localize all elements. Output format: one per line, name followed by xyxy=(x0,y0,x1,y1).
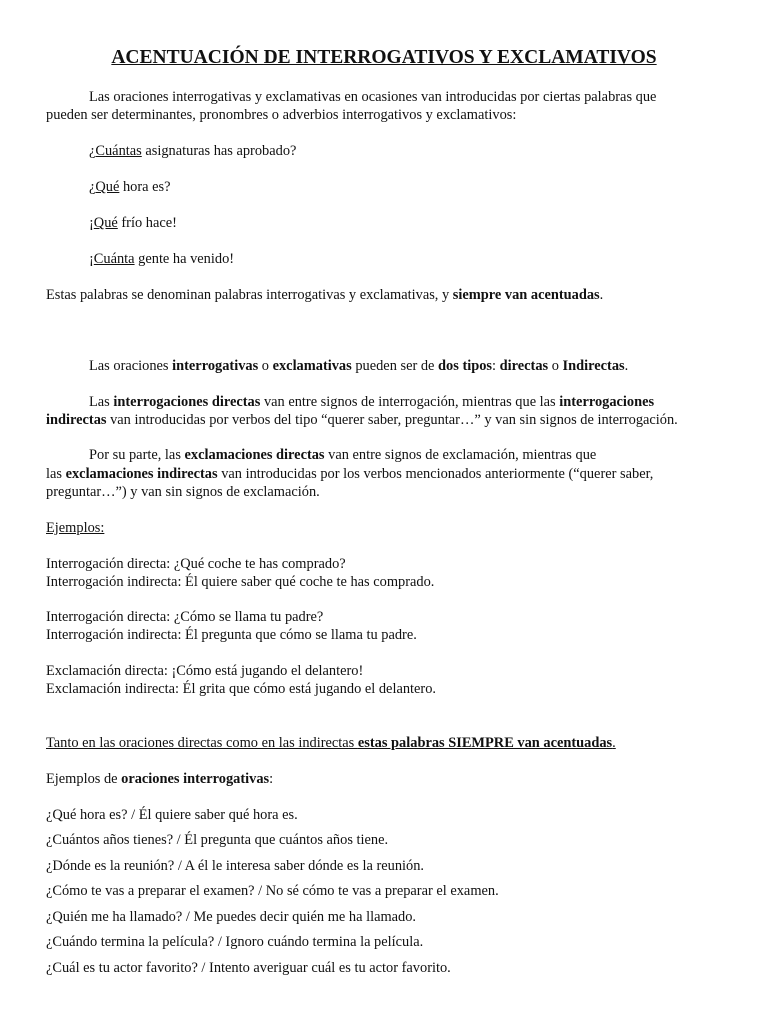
interrogaciones-line-2 xyxy=(46,412,726,429)
text: Ejemplos de xyxy=(46,771,122,787)
text: pueden ser de xyxy=(351,358,439,374)
text: van introducidas por verbos del tipo “querer saber, preguntar…” y van sin signos de interrogación. xyxy=(106,412,678,428)
exclamaciones-line-3: preguntar…”) y van sin signos de exclamación. xyxy=(46,484,320,500)
text: o xyxy=(258,358,273,374)
underlined-word: Cuántas xyxy=(95,143,142,159)
example-cuanta xyxy=(89,251,768,268)
bold-text: Indirectas xyxy=(562,358,625,374)
text: van entre signos de exclamación, mientras que xyxy=(324,447,597,463)
example-rest: frío hace! xyxy=(117,215,177,231)
example-rest: asignaturas has aprobado? xyxy=(141,143,297,159)
text: Las oraciones xyxy=(89,358,173,374)
bold-text: exclamaciones indirectas xyxy=(65,466,218,482)
ejemplos-oraciones-heading xyxy=(46,771,726,788)
bold-text: exclamaciones directas xyxy=(184,447,325,463)
exclamaciones-line-2 xyxy=(46,466,726,483)
text: van introducidas por los verbos mencionados anteriormente (“querer saber, xyxy=(217,466,654,482)
text: . xyxy=(624,358,629,374)
example-que-hora xyxy=(89,179,768,196)
text: Estas palabras se denominan palabras interrogativas y exclamativas, y xyxy=(46,287,453,303)
tanto-paragraph xyxy=(46,735,726,752)
example-que-frio xyxy=(89,215,768,232)
pair-line: Interrogación directa: ¿Qué coche te has comprado? xyxy=(46,556,346,572)
pair-line: Exclamación indirecta: Él grita que cómo está jugando el delantero. xyxy=(46,681,436,697)
text: Las xyxy=(89,394,114,410)
text: van entre signos de interrogación, mientras que las xyxy=(260,394,560,410)
underlined-word: Qué xyxy=(93,215,118,231)
list-item: ¿Cuántos años tienes? / Él pregunta que cuántos años tiene. xyxy=(46,832,389,848)
open-mark: ¿ xyxy=(89,143,96,159)
underlined-word: Cuánta xyxy=(93,251,135,267)
text: Por su parte, las xyxy=(89,447,185,463)
pair-line: Interrogación directa: ¿Cómo se llama tu padre? xyxy=(46,609,324,625)
bold-text: oraciones interrogativas xyxy=(121,771,270,787)
ejemplos-heading: Ejemplos: xyxy=(46,520,105,536)
list-item: ¿Dónde es la reunión? / A él le interesa saber dónde es la reunión. xyxy=(46,858,425,874)
page-title: ACENTUACIÓN DE INTERROGATIVOS Y EXCLAMATIVOS xyxy=(111,47,657,68)
pair-line: Interrogación indirecta: Él pregunta que cómo se llama tu padre. xyxy=(46,627,417,643)
text: o xyxy=(548,358,563,374)
exclamaciones-line-1 xyxy=(89,447,768,464)
text: . xyxy=(599,287,604,303)
text: : xyxy=(269,771,274,787)
tipos-paragraph xyxy=(89,358,768,375)
bold-text: exclamativas xyxy=(272,358,352,374)
intro-line-2: pueden ser determinantes, pronombres o adverbios interrogativos y exclamativos: xyxy=(46,107,517,123)
list-item: ¿Quién me ha llamado? / Me puedes decir quién me ha llamado. xyxy=(46,909,417,925)
text: . xyxy=(612,735,616,751)
open-mark: ¿ xyxy=(89,179,96,195)
bold-text: interrogaciones xyxy=(559,394,655,410)
example-cuantas xyxy=(89,143,768,160)
bold-text: interrogaciones directas xyxy=(113,394,261,410)
bold-text: indirectas xyxy=(46,412,107,428)
open-mark: ¡ xyxy=(89,215,94,231)
denominan-paragraph xyxy=(46,287,726,304)
text: Tanto en las oraciones directas como en las indirectas xyxy=(46,735,358,751)
pair-line: Exclamación directa: ¡Cómo está jugando el delantero! xyxy=(46,663,364,679)
intro-line-1: Las oraciones interrogativas y exclamativas en ocasiones van introducidas por ciertas palabras que xyxy=(89,89,657,105)
bold-text: siempre van acentuadas xyxy=(452,287,600,303)
text: : xyxy=(492,358,500,374)
bold-text: directas xyxy=(499,358,549,374)
bold-text: dos tipos xyxy=(438,358,493,374)
example-rest: gente ha venido! xyxy=(134,251,235,267)
list-item: ¿Cómo te vas a preparar el examen? / No sé cómo te vas a preparar el examen. xyxy=(46,883,499,899)
pair-line: Interrogación indirecta: Él quiere saber qué coche te has comprado. xyxy=(46,574,435,590)
text: las xyxy=(46,466,66,482)
list-item: ¿Cuál es tu actor favorito? / Intento averiguar cuál es tu actor favorito. xyxy=(46,960,451,976)
open-mark: ¡ xyxy=(89,251,94,267)
list-item: ¿Qué hora es? / Él quiere saber qué hora es. xyxy=(46,807,298,823)
list-item: ¿Cuándo termina la película? / Ignoro cuándo termina la película. xyxy=(46,934,424,950)
bold-text: estas palabras SIEMPRE van acentuadas xyxy=(357,735,613,751)
example-rest: hora es? xyxy=(119,179,171,195)
interrogaciones-line-1 xyxy=(89,394,768,411)
underlined-word: Qué xyxy=(95,179,120,195)
bold-text: interrogativas xyxy=(172,358,259,374)
